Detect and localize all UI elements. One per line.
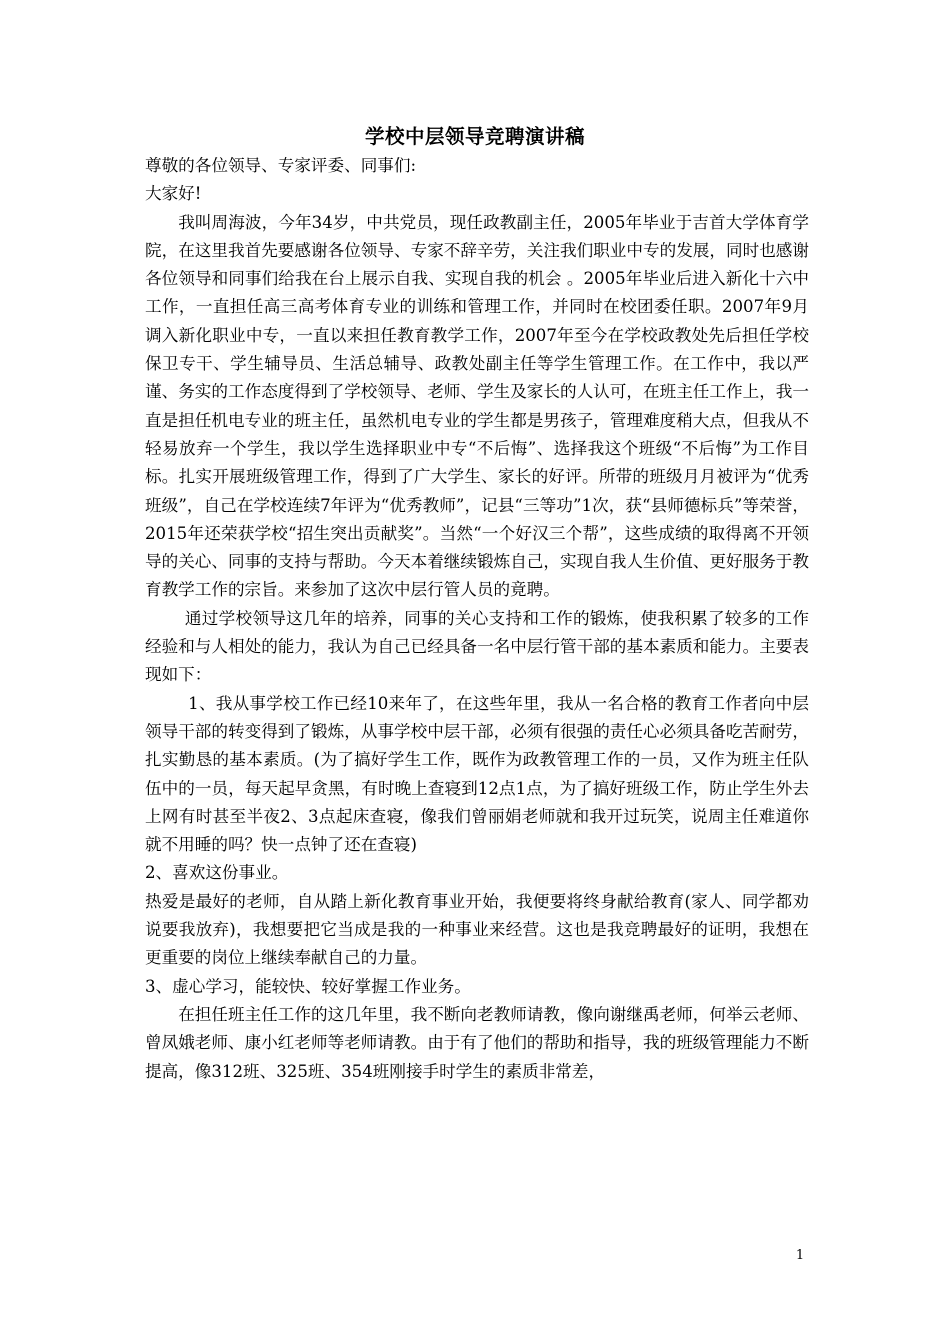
- greeting-line: 尊敬的各位领导、专家评委、同事们:: [145, 156, 417, 175]
- paragraph-introduction: 我叫周海波，今年34岁，中共党员，现任政教副主任，2005年毕业于吉首大学体育学院，在这里我首先要感谢各位领导、专家不辞辛劳，关注我们职业中专的发展，同时也感谢各位领导和同事们给我在台上展示自我、实现自我的机会 。2005年毕业后进入新化十六中工作，一直担任高三高考体育专业的训练和管理工作，并同时在校团委任职。2007年9月调入新化职业中专，一直以来担任教育教学工作，2007年至今在学校政教处先后担任学校保卫专干、学生辅导员、生活总辅导、政教处副主任等学生管理工作。在工作中，我以严谨、务实的工作态度得到了学校领导、老师、学生及家长的人认可，在班主任工作上，我一直是担任机电专业的班主任，虽然机电专业的学生都是男孩子，管理难度稍大点，但我从不轻易放弃一个学生，我以学生选择职业中专“不后悔”、选择我这个班级“不后悔”为工作目标。扎实开展班级管理工作，得到了广大学生、家长的好评。所带的班级月月被评为“优秀班级”，自己在学校连续7年评为“优秀教师”，记县“三等功”1次，获“县师德标兵”等荣誉，2015年还荣获学校“招生突出贡献奖”。当然“一个好汉三个帮”，这些成绩的取得离不开领导的关心、同事的支持与帮助。今天本着继续锻炼自己，实现自我人生价值、更好服务于教育教学工作的宗旨。来参加了这次中层行管人员的竟聘。: [145, 212, 809, 600]
- paragraph-qualifications: 通过学校领导这几年的培养，同事的关心支持和工作的锻炼，使我积累了较多的工作经验和与人相处的能力，我认为自己已经具备一名中层行管干部的基本素质和能力。主要表现如下：: [145, 608, 809, 685]
- document-body: [145, 152, 809, 1086]
- paragraph-point-3: 在担任班主任工作的这几年里，我不断向老教师请教，像向谢继禹老师，何举云老师、曾凤娥老师、康小红老师等老师请教。由于有了他们的帮助和指导，我的班级管理能力不断提高，像312班、325班、354班刚接手时学生的素质非常差，: [145, 1004, 809, 1081]
- heading-point-3: 3、虚心学习，能较快、较好掌握工作业务。: [145, 976, 471, 996]
- paragraph-point-2: 热爱是最好的老师，自从踏上新化教育事业开始，我便要将终身献给教育(家人、同学都劝说要我放弃)，我想要把它当成是我的一种事业来经营。这也是我竞聘最好的证明，我想在更重要的岗位上继续奉献自己的力量。: [145, 891, 809, 968]
- paragraph-point-1: 1、我从事学校工作已经10来年了，在这些年里，我从一名合格的教育工作者向中层领导干部的转变得到了锻炼，从事学校中层干部，必须有很强的责任心必须具备吃苦耐劳，扎实勤恳的基本素质。(为了搞好学生工作，既作为政教管理工作的一员，又作为班主任队伍中的一员，每天起早贪黑，有时晚上查寝到12点1点，为了搞好班级工作，防止学生外去上网有时甚至半夜2、3点起床查寝，像我们曾丽娟老师就和我开过玩笑，说周主任难道你就不用睡的吗？快一点钟了还在查寝): [145, 693, 809, 855]
- greeting-hello: 大家好!: [145, 184, 202, 204]
- document-title: 学校中层领导竞聘演讲稿: [364, 125, 585, 148]
- heading-point-2: 2、喜欢这份事业。: [145, 863, 289, 883]
- page-number: 1: [795, 1248, 805, 1263]
